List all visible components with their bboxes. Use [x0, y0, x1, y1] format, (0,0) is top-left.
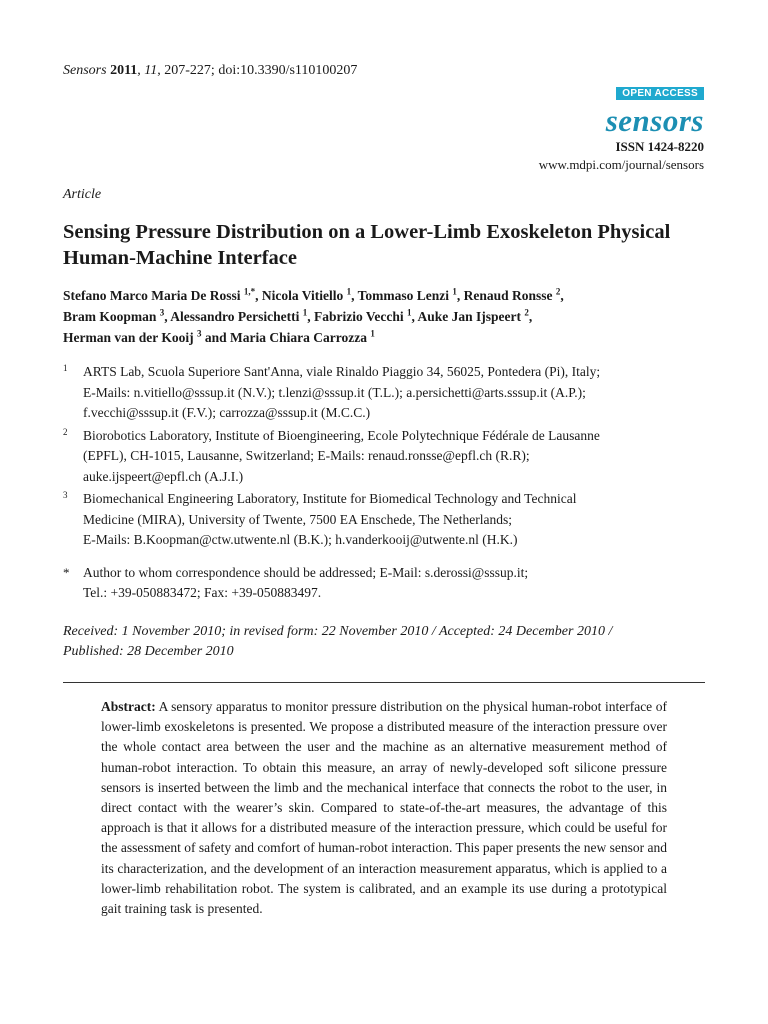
author-affiliation: 1	[346, 286, 352, 297]
affiliation-line: ARTS Lab, Scuola Superiore Sant'Anna, viale Rinaldo Piaggio 34, 56025, Pontedera (Pi), Italy;	[83, 364, 601, 379]
abstract-text: A sensory apparatus to monitor pressure distribution on the physical human-robot interface of lower-limb exoskeletons is presented. We propose a distributed measure of the interaction pressure over the whole contact area between the user and the machine as an alternative measurement method of human-robot interaction. To obtain this measure, an array of newly-developed soft silicone pressure sensors is inserted between the limb and the mechanical interface that connects the robot to the user, in direct contact with the wearer’s skin. Compared to state-of-the-art measures, the advantage of this approach is that it allows for a distributed measure of the interaction pressure, which could be useful for the assessment of safety and comfort of human-robot interaction. This paper presents the new sensor and its characterization, and the development of an interaction measurement apparatus, which is applied to a lower-limb rehabilitation robot. The system is calibrated, and an example its use during a prototypical gait training task is presented.	[101, 699, 667, 917]
author-affiliation: 1	[302, 307, 308, 318]
correspondence-note	[63, 563, 713, 604]
paper-title: Sensing Pressure Distribution on a Lower-Limb Exoskeleton Physical Human-Machine Interface	[63, 221, 671, 269]
author: Stefano Marco Maria De Rossi	[63, 288, 241, 303]
affiliation-line: Biorobotics Laboratory, Institute of Bioengineering, Ecole Polytechnique Fédérale de Lausanne	[83, 427, 600, 443]
open-access-badge: OPEN ACCESS	[616, 87, 704, 100]
affiliation-1	[63, 362, 713, 424]
author: Alessandro Persichetti	[170, 309, 300, 324]
author: Tommaso Lenzi	[357, 288, 449, 303]
author: Renaud Ronsse	[463, 288, 553, 303]
citation-pages-doi: , 207-227; doi:10.3390/s110100207	[157, 63, 358, 78]
author: Fabrizio Vecchi	[314, 309, 404, 324]
affiliation-line: Medicine (MIRA), University of Twente, 7500 EA Enschede, The Netherlands;	[83, 511, 512, 527]
author: Bram Koopman	[63, 309, 157, 324]
journal-url[interactable]: www.mdpi.com/journal/sensors	[538, 157, 704, 172]
correspondence-marker: *	[63, 564, 70, 580]
citation-volume: 11	[144, 63, 158, 78]
affiliation-line: Biomechanical Engineering Laboratory, Institute for Biomedical Technology and Technical	[83, 491, 577, 506]
affiliation-line: E-Mails: n.vitiello@sssup.it (N.V.); t.lenzi@sssup.it (T.L.); a.persichetti@arts.sssup.it (A.P.);	[83, 384, 586, 400]
affiliation-line: E-Mails: B.Koopman@ctw.utwente.nl (B.K.); h.vanderkooij@utwente.nl (H.K.)	[83, 532, 518, 547]
affiliation-line: (EPFL), CH-1015, Lausanne, Switzerland; E-Mails: renaud.ronsse@epfl.ch (R.R);	[83, 448, 530, 463]
abstract-label: Abstract:	[101, 699, 156, 714]
dates-line: Published: 28 December 2010	[63, 644, 234, 659]
journal-logo: sensors	[605, 103, 704, 138]
affiliation-2	[63, 426, 713, 488]
citation-year: 2011	[110, 63, 138, 78]
author-affiliation: 2	[524, 307, 529, 318]
publication-dates	[63, 622, 713, 662]
author-affiliation: 1	[407, 307, 412, 318]
affiliation-3	[63, 489, 713, 551]
author-affiliation: 3	[159, 307, 165, 318]
affiliation-line: auke.ijspeert@epfl.ch (A.J.I.)	[83, 468, 244, 484]
affiliation-number: 1	[63, 363, 68, 373]
author-affiliation: 1	[370, 328, 375, 339]
author-affiliation: 1,	[243, 286, 251, 297]
divider	[63, 682, 705, 683]
author: Herman van der Kooij	[63, 330, 194, 345]
correspondence-line: Author to whom correspondence should be addressed; E-Mail: s.derossi@sssup.it;	[83, 564, 529, 580]
correspondence-line: Tel.: +39-050883472; Fax: +39-050883497.	[83, 585, 322, 600]
article-type: Article	[63, 187, 102, 202]
author-list: Stefano Marco Maria De Rossi $^{1,*}$, Nicola Vitiello $^1$, Tommaso Lenzi $^1$, Renaud Ronsse $^2$, Bram Koopman $^3$, Alessandro Persichetti $^1$, Fabrizio Vecchi $^1$, Auke Jan Ijspeert $^2$, Herman van der Kooij $^3$ and Maria Chiara Carrozza $^1$	[63, 286, 564, 345]
affiliations	[63, 362, 713, 606]
author: Nicola Vitiello	[261, 288, 344, 303]
corresponding-marker: *	[250, 286, 256, 297]
author-affiliation: 3	[197, 328, 202, 339]
dates-line: Received: 1 November 2010; in revised form: 22 November 2010 / Accepted: 24 December 2010 /	[63, 624, 613, 639]
author-affiliation: 2	[555, 286, 561, 297]
issn: ISSN 1424-8220	[615, 139, 704, 154]
abstract	[101, 697, 667, 919]
affiliation-number: 2	[63, 426, 68, 437]
author-affiliation: 1	[452, 286, 457, 297]
affiliation-line: f.vecchi@sssup.it (F.V.); carrozza@sssup.it (M.C.C.)	[83, 405, 371, 420]
journal-citation: Sensors 2011, 11, 207-227; doi:10.3390/s110100207	[63, 63, 358, 78]
affiliation-number: 3	[63, 490, 68, 500]
citation-journal: Sensors	[63, 63, 107, 78]
author: Maria Chiara Carrozza	[230, 330, 367, 345]
author: Auke Jan Ijspeert	[417, 309, 522, 324]
